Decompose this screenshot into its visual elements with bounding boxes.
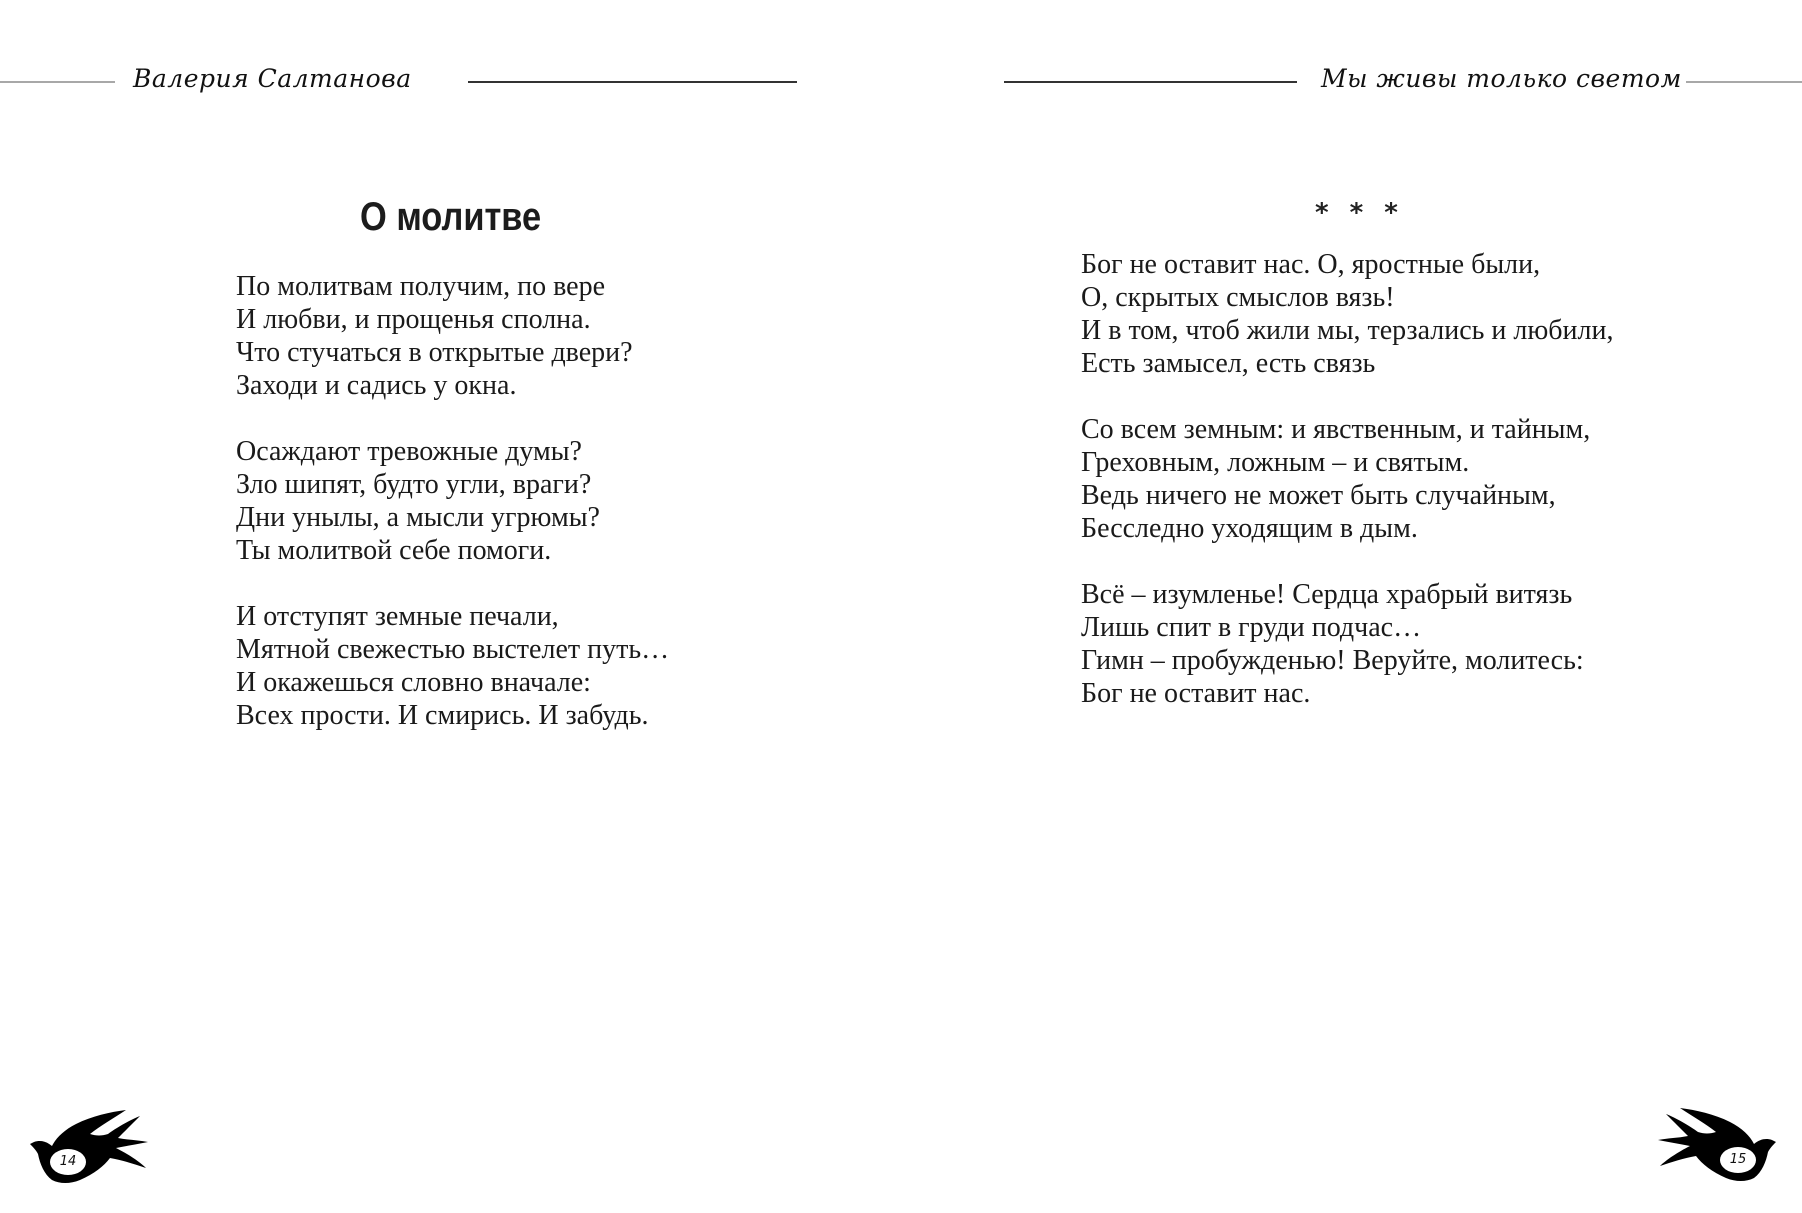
- poem-title: О молитве: [360, 195, 542, 239]
- verse-line: Всё – изумленье! Сердца храбрый витязь: [1081, 579, 1573, 610]
- header-rule-inner: [468, 81, 797, 83]
- running-head-book-title: Мы живы только светом: [1321, 64, 1682, 93]
- stanza: [236, 435, 669, 567]
- verse-line: Дни унылы, а мысли угрюмы?: [236, 502, 600, 533]
- verse-line: Мятной свежестью выстелет путь…: [236, 634, 670, 665]
- verse-line: Бог не оставит нас.: [1081, 678, 1311, 709]
- page-folio: [1658, 1108, 1776, 1186]
- verse-line: Со всем земным: и явственным, и тайным,: [1081, 414, 1591, 445]
- swallow-icon: [30, 1110, 148, 1188]
- verse-line: Гимн – пробужденью! Веруйте, молитесь:: [1081, 645, 1584, 676]
- header-rule-outer: [0, 81, 115, 83]
- verse-line: Заходи и садись у окна.: [236, 370, 517, 401]
- verse-line: Греховным, ложным – и святым.: [1081, 447, 1470, 478]
- right-page: [901, 0, 1802, 1213]
- running-head-author: Валерия Салтанова: [133, 64, 412, 93]
- header-rule-outer: [1686, 81, 1802, 83]
- verse-line: По молитвам получим, по вере: [236, 271, 606, 302]
- swallow-icon: [1658, 1108, 1776, 1186]
- page-folio: [30, 1110, 148, 1188]
- stanza: [1081, 578, 1613, 710]
- page-number: 15: [1729, 1152, 1747, 1167]
- stanza: [236, 600, 669, 732]
- verse-line: И окажешься словно вначале:: [236, 667, 591, 698]
- verse-line: Ведь ничего не может быть случайным,: [1081, 480, 1556, 511]
- verse-line: Зло шипят, будто угли, враги?: [236, 469, 592, 500]
- verse-line: Бог не оставит нас. О, яростные были,: [1081, 249, 1541, 280]
- verse-line: Что стучаться в открытые двери?: [236, 337, 633, 368]
- stanza: [1081, 248, 1613, 380]
- verse-line: О, скрытых смыслов вязь!: [1081, 282, 1395, 313]
- verse-line: И в том, чтоб жили мы, терзались и любили,: [1081, 315, 1614, 346]
- poem-title-asterisks: * * *: [1315, 198, 1404, 228]
- verse-line: Бесследно уходящим в дым.: [1081, 513, 1418, 544]
- verse-line: Всех прости. И смирись. И забудь.: [236, 700, 649, 731]
- poem-body: [1081, 248, 1613, 710]
- verse-line: Ты молитвой себе помоги.: [236, 535, 552, 566]
- poem-body: [236, 270, 669, 732]
- header-rule-inner: [1004, 81, 1297, 83]
- stanza: [1081, 413, 1613, 545]
- verse-line: И любви, и прощенья сполна.: [236, 304, 591, 335]
- page-number: 14: [59, 1154, 77, 1169]
- verse-line: И отступят земные печали,: [236, 601, 559, 632]
- stanza: [236, 270, 669, 402]
- verse-line: Есть замысел, есть связь: [1081, 348, 1376, 379]
- verse-line: Лишь спит в груди подчас…: [1081, 612, 1422, 643]
- verse-line: Осаждают тревожные думы?: [236, 436, 582, 467]
